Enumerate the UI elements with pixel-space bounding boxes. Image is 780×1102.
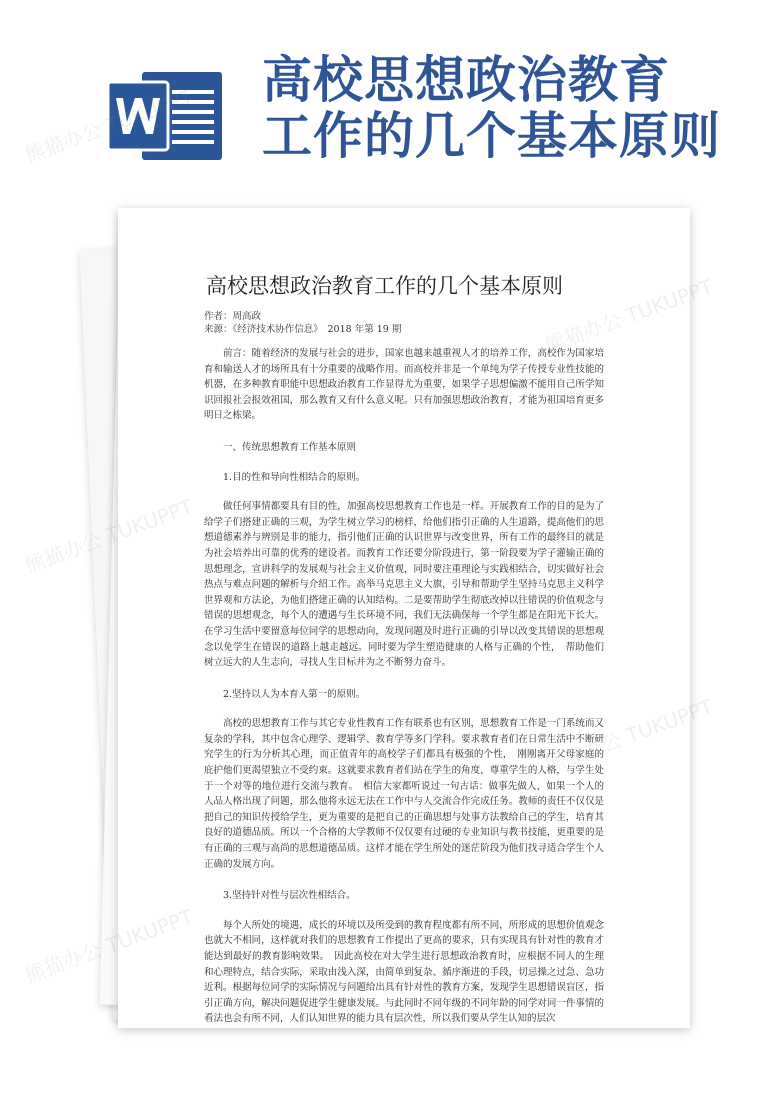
- subsection-heading-3: 3.坚持针对性与层次性相结合。: [223, 890, 356, 902]
- watermark: 熊猫办公: [21, 527, 106, 578]
- document-page: [118, 208, 690, 1028]
- banner-title-line-1: 高校思想政治教育: [262, 51, 670, 109]
- banner-title: [262, 52, 762, 164]
- subsection-body-1: 做任何事情都要具有目的性，加强高校思想教育工作也是一样。开展教育工作的目的是为了给学子们搭建正确的三观，为学生树立学习的榜样，给他们指引正确的人生道路，提高他们的思想道德素养与辨别是非的能力，指引他们正确的认识世界与改变世界，所有工作的最终目的就是为社会培养出可靠的优秀的建设者。而教育工作还要分阶段进行，第一阶段要为学子灌输正确的思想理念，宣讲科学的发展观与社会主义价值观，同时要注重理论与实践相结合，切实做好社会热点与难点问题的解析与介绍工作。高举马克思主义大旗，引导和帮助学生坚持马克思主义科学世界观和方法论，为他们搭建正确的认知结构。二是要帮助学生彻底改掉以往错误的价值观念与错误的思想观念，每个人的遭遇与生长环境不同，我们无法确保每一个学生都是在阳光下长大。在学习生活中要留意每位同学的思想动向，发现问题及时进行正确的引导以改变其错误的思想观念以免学生在错误的道路上越走越远。同时要为学生塑造健康的人格与正确的个性， 帮助他们树立远大的人生志向，寻找人生目标并为之不断努力奋斗。: [204, 501, 604, 669]
- banner-title-line-2: 工作的几个基本原则: [262, 107, 721, 165]
- subsection-heading-2: 2.坚持以人为本育人第一的原则。: [223, 688, 366, 700]
- watermark: 熊猫办公: [21, 117, 106, 168]
- subsection-body-3: 每个人所处的境遇，成长的环境以及所受到的教育程度都有所不同，所形成的思想价值观念也就大不相同，这样就对我们的思想教育工作提出了更高的要求，只有实现具有针对性的教育才能达到最好的教育影响效果。 因此高校在对大学生进行思想政治教育时，应根据不同人的生理和心理特点，结合实际，采取由浅入深，由简单到复杂、循序渐进的手段，切忌操之过急、急功近利。根据每位同学的实际情况与问题给出具有针对性的教育方案，发现学生思想错误盲区，指引正确方向，解决问题促进学生健康发展。与此同时不同年级的不同年龄的同学对同一件事情的看法也会有所不同，人们认知世界的能力具有层次性，所以我们要从学生认知的层次: [204, 919, 604, 1025]
- watermark: 熊猫办公: [21, 937, 106, 988]
- word-document-icon: [108, 68, 226, 164]
- document-title: 高校思想政治教育工作的几个基本原则: [206, 274, 563, 298]
- document-body: [204, 346, 604, 1027]
- author-line: 作者：周高政: [204, 311, 262, 322]
- subsection-heading-1: 1.目的性和导向性相结合的原则。: [223, 471, 366, 483]
- section-heading: 一、传统思想教育工作基本原则: [223, 441, 357, 453]
- source-line: 来源：《经济技术协作信息》 2018 年第 19 期: [204, 324, 402, 335]
- subsection-body-2: 高校的思想教育工作与其它专业性教育工作有联系也有区别，思想教育工作是一门系统而又复杂的学科，其中包含心理学、逻辑学、教育学等多门学科。要求教育者们在日常生活中不断研究学生的行为分析其心理，而正值青年的高校学子们都具有极强的个性， 刚刚离开父母家庭的庇护他们更渴望独立不受约束。这就要求教育者们站在学生的角度，尊重学生的人格，与学生处于一个对等的地位进行交流与教育。 相信大家都听说过一句古话：做事先做人，如果一个人的人品人格出现了问题，那么他将永远无法在工作中与人交流合作完成任务。教师的责任不仅仅是把自己的知识传授给学生，更为重要的是把自己的正确思想与处事方法教给自己的学生，培育其良好的道德品质。所以一个合格的大学教师不仅仅要有过硬的专业知识与教书技能，更重要的是有正确的三观与高尚的思想道德品质。这样才能在学生所处的迷茫阶段为他们找寻适合学生个人正确的发展方向。: [204, 718, 604, 870]
- intro-paragraph: 前言：随着经济的发展与社会的进步，国家也越来越重视人才的培养工作，高校作为国家培育和输送人才的场所具有十分重要的战略作用。而高校并非是一个单纯为学子传授专业性技能的机器，在多种教育职能中思想政治教育工作显得尤为重要，如果学子思想偏激不能用自己所学知识回报社会报效祖国，那么教育又有什么意义呢。只有加强思想政治教育，才能为祖国培育更多明日之栋梁。: [204, 348, 604, 422]
